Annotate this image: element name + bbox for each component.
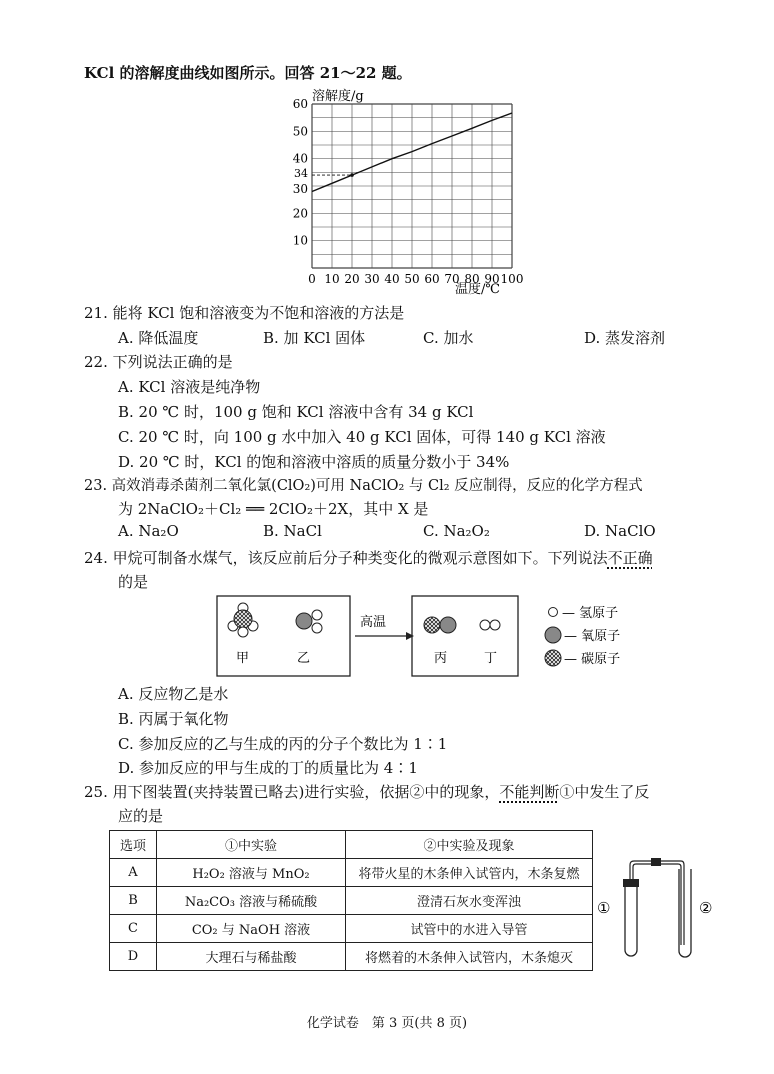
table-row [110, 859, 593, 887]
y-tick-label: 20 [292, 206, 308, 221]
x-tick-label: 90 [484, 272, 500, 286]
q23-stem-line2: 为 2NaClO₂＋Cl₂ ══ 2ClO₂＋2X，其中 X 是 [118, 500, 429, 518]
x-tick-label: 20 [344, 272, 360, 286]
table-header-row [110, 831, 593, 859]
page-footer: 化学试卷 第 3 页(共 8 页) [306, 1016, 468, 1031]
legend-oxygen-icon [545, 627, 561, 643]
q22-option-b[interactable]: B. 20 ℃ 时，100 g 饱和 KCl 溶液中含有 34 g KCl [118, 403, 474, 421]
table-cell: 大理石与稀盐酸 [157, 943, 346, 971]
experiment-table [109, 830, 593, 971]
co-molecule [424, 617, 456, 633]
x-tick-label: 0 [308, 272, 316, 286]
table-row [110, 943, 593, 971]
x-axis-label: 温度/℃ [455, 282, 500, 297]
legend-oxygen: — 氧原子 [564, 629, 621, 644]
q23-option-b[interactable]: B. NaCl [263, 522, 322, 540]
label-jia: 甲 [236, 651, 250, 666]
test-tube-apparatus [595, 855, 725, 965]
q25-stem-tail: ①中发生了反 [559, 783, 650, 801]
q21-stem: 21. 能将 KCl 饱和溶液变为不饱和溶液的方法是 [84, 304, 405, 322]
q21-option-d[interactable]: D. 蒸发溶剂 [584, 329, 666, 347]
water-molecule [296, 610, 322, 633]
q21-option-c[interactable]: C. 加水 [423, 329, 474, 347]
tube-connector [651, 858, 661, 866]
molecule-diagram [210, 592, 650, 680]
x-tick-label: 70 [444, 272, 460, 286]
q24-emphasis: 不正确 [607, 549, 653, 567]
x-tick-label: 40 [384, 272, 400, 286]
q23-stem-line1: 23. 高效消毒杀菌剂二氧化氯(ClO₂)可用 NaClO₂ 与 Cl₂ 反应制得，反应的化学方程式 [84, 478, 643, 494]
table-cell[interactable]: C [110, 915, 157, 943]
q22-option-a[interactable]: A. KCl 溶液是纯净物 [118, 378, 261, 396]
x-tick-label: 60 [424, 272, 440, 286]
y-tick-label: 30 [292, 182, 308, 196]
h2-molecule [480, 620, 500, 630]
label-ding: 丁 [484, 651, 498, 666]
chart-grid [312, 104, 512, 268]
q24-option-b[interactable]: B. 丙属于氧化物 [118, 710, 229, 728]
q23-option-d[interactable]: D. NaClO [584, 522, 656, 540]
table-cell[interactable]: B [110, 887, 157, 915]
x-tick-label: 30 [364, 272, 380, 286]
table-cell[interactable]: D [110, 943, 157, 971]
q24-stem-text: 24. 甲烷可制备水煤气，该反应前后分子种类变化的微观示意图如下。下列说法 [84, 549, 608, 567]
label-tube-1: ① [597, 899, 611, 917]
q25-stem-line1 [84, 781, 649, 802]
q22-stem: 22. 下列说法正确的是 [84, 353, 233, 371]
y-tick-label: 10 [292, 233, 308, 248]
legend-carbon: — 碳原子 [564, 652, 621, 667]
stopper-1 [623, 879, 639, 887]
table-cell: H₂O₂ 溶液与 MnO₂ [157, 859, 346, 887]
legend-hydrogen: — 氢原子 [562, 606, 619, 621]
x-tick-label: 10 [324, 272, 340, 286]
legend-carbon-icon [545, 650, 561, 666]
q24-option-d[interactable]: D. 参加反应的甲与生成的丁的质量比为 4∶1 [118, 759, 418, 777]
q22-option-d[interactable]: D. 20 ℃ 时，KCl 的饱和溶液中溶质的质量分数小于 34% [118, 453, 510, 471]
table-header: ②中实验及现象 [346, 831, 593, 859]
table-header: 选项 [110, 831, 157, 859]
table-row [110, 915, 593, 943]
x-tick-label: 50 [404, 272, 420, 286]
y-axis-label: 溶解度/g [312, 89, 364, 104]
table-cell: 澄清石灰水变浑浊 [346, 887, 593, 915]
q25-emphasis: 不能判断 [499, 783, 560, 801]
legend-hydrogen-icon [549, 608, 558, 617]
y-tick-label: 40 [292, 151, 308, 166]
q24-stem-line1 [84, 547, 653, 568]
arrow-label: 高温 [360, 615, 387, 630]
label-bing: 丙 [434, 651, 448, 666]
table-header: ①中实验 [157, 831, 346, 859]
q21-option-a[interactable]: A. 降低温度 [118, 329, 199, 347]
q25-stem-text: 25. 用下图装置(夹持装置已略去)进行实验，依据②中的现象， [84, 783, 500, 801]
methane-molecule [228, 603, 258, 637]
table-cell[interactable]: A [110, 859, 157, 887]
solubility-chart [280, 85, 540, 300]
delivery-tube [630, 861, 684, 945]
table-cell: CO₂ 与 NaOH 溶液 [157, 915, 346, 943]
y-tick-label: 50 [292, 124, 308, 139]
y-tick-label: 60 [292, 97, 308, 111]
table-cell: 试管中的水进入导管 [346, 915, 593, 943]
q21-option-b[interactable]: B. 加 KCl 固体 [263, 329, 366, 347]
label-yi: 乙 [297, 651, 311, 666]
annotation-point [350, 173, 354, 177]
product-box [412, 596, 518, 676]
q23-option-c[interactable]: C. Na₂O₂ [423, 522, 490, 540]
y-tick-label: 34 [294, 167, 308, 181]
intro-text: KCl 的溶解度曲线如图所示。回答 21～22 题。 [84, 64, 412, 82]
x-tick-label: 100 [500, 272, 524, 286]
q23-option-a[interactable]: A. Na₂O [118, 522, 179, 540]
table-cell: Na₂CO₃ 溶液与稀硫酸 [157, 887, 346, 915]
q24-stem-line2: 的是 [118, 573, 149, 591]
q25-stem-line2: 应的是 [118, 807, 164, 825]
table-cell: 将燃着的木条伸入试管内，木条熄灭 [346, 943, 593, 971]
q22-option-c[interactable]: C. 20 ℃ 时，向 100 g 水中加入 40 g KCl 固体，可得 140 g KCl 溶液 [118, 428, 606, 446]
x-tick-label: 80 [464, 272, 480, 286]
table-row [110, 887, 593, 915]
q24-option-a[interactable]: A. 反应物乙是水 [118, 685, 229, 703]
table-cell: 将带火星的木条伸入试管内，木条复燃 [346, 859, 593, 887]
label-tube-2: ② [699, 899, 713, 917]
q24-option-c[interactable]: C. 参加反应的乙与生成的丙的分子个数比为 1∶1 [118, 735, 448, 753]
test-tube-1 [625, 885, 637, 956]
